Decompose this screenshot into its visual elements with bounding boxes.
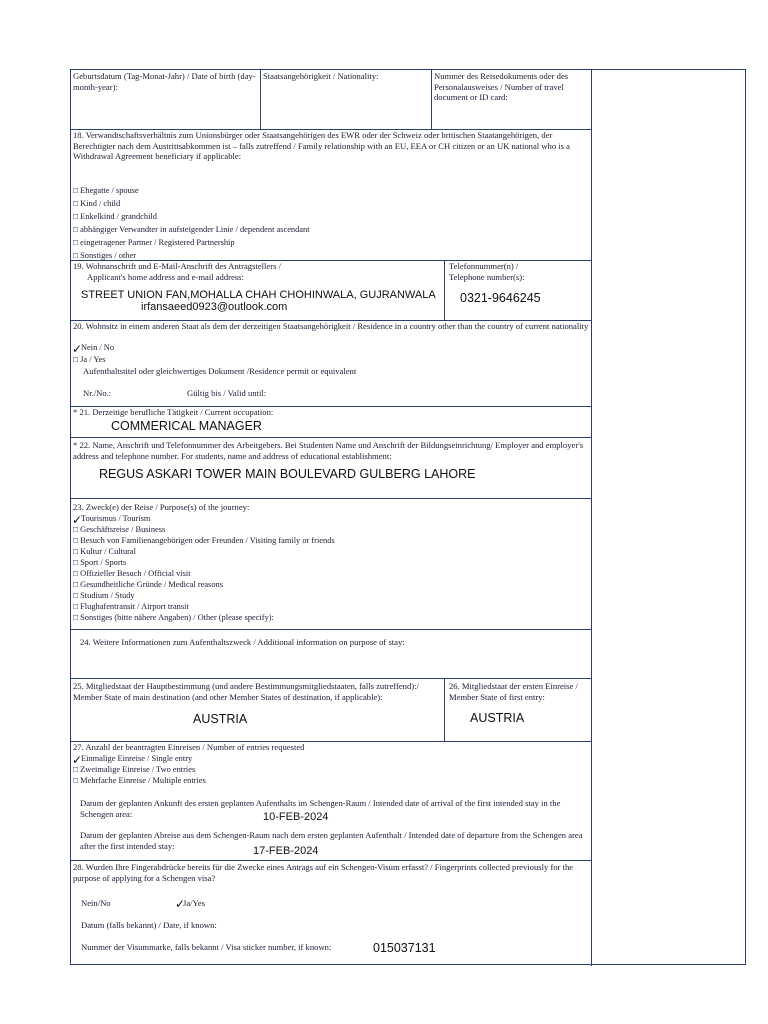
permit-number-label: Nr./No.:: [83, 388, 112, 398]
q23-option-visiting[interactable]: □ Besuch von Familienangehörigen oder Freunden / Visiting family or friends: [73, 536, 335, 545]
q19-label-de: 19. Wohnanschrift und E-Mail-Anschrift des Antragstellers /: [73, 261, 281, 271]
row-separator: [71, 678, 591, 679]
q20-label: 20. Wohnsitz in einem anderen Staat als dem der derzeitigen Staatsangehörigkeit / Residence in a country other than the country of current nationality: [73, 321, 589, 331]
column-divider: [591, 70, 592, 966]
permit-valid-until-label: Gültig bis / Valid until:: [187, 388, 267, 398]
q23-option-other[interactable]: □ Sonstiges (bitte nähere Angaben) / Other (please specify):: [73, 613, 274, 622]
visa-sticker-label: Nummer der Visummarke, falls bekannt / Visa sticker number, if known:: [81, 942, 332, 952]
q18-option-spouse[interactable]: □ Ehegatte / spouse: [73, 186, 139, 195]
q23-option-sports[interactable]: □ Sport / Sports: [73, 558, 127, 567]
q23-option-study[interactable]: □ Studium / Study: [73, 591, 135, 600]
q25-label: 25. Mitgliedstaat der Hauptbestimmung (und andere Bestimmungsmitgliedstaaten, falls zutreffend):/ Member State of main destination (and other Member States of destination, if applicable):: [73, 681, 419, 702]
divider: [444, 260, 445, 320]
row-separator: [71, 860, 591, 861]
divider: [431, 70, 432, 129]
checkmark-icon: ✓: [72, 513, 83, 527]
travel-doc-number-label: Nummer des Reisedokuments oder des Personalausweises / Number of travel document or ID card:: [434, 71, 569, 103]
q20-option-yes[interactable]: □ Ja / Yes: [73, 355, 106, 364]
q22-label: * 22. Name, Anschrift und Telefonnummer des Arbeitgebers. Bei Studenten Name und Anschrift der Bildungseinrichtung/ Employer and employer's address and telephone number. For students, name and address of educational establishment:: [73, 440, 584, 461]
q23-option-tourism[interactable]: Tourismus / Tourism: [81, 514, 151, 523]
q19-label-en: Applicant's home address and e-mail address:: [87, 272, 244, 282]
q28-label: 28. Wurden Ihre Fingerabdrücke bereits für die Zwecke eines Antrags auf ein Schengen-Visum erfasst? / Fingerprints collected previously for the purpose of applying for a Schengen visa?: [73, 862, 574, 883]
fingerprint-date-label: Datum (falls bekannt) / Date, if known:: [81, 920, 217, 930]
q24-label: 24. Weitere Informationen zum Aufenthaltszweck / Additional information on purpose of stay:: [80, 637, 405, 647]
arrival-date-label: Datum der geplanten Ankunft des ersten geplanten Aufenthalts im Schengen-Raum / Intended date of arrival of the first intended stay in the Schengen area:: [80, 798, 561, 819]
q23-option-business[interactable]: □ Geschäftsreise / Business: [73, 525, 166, 534]
q23-option-cultural[interactable]: □ Kultur / Cultural: [73, 547, 136, 556]
divider: [444, 678, 445, 741]
departure-date-label: Datum der geplanten Abreise aus dem Schengen-Raum nach dem ersten geplanten Aufenthalt / Intended date of departure from the Schengen area after the first intended stay:: [80, 830, 583, 851]
q21-label: * 21. Derzeitige berufliche Tätigkeit / Current occupation:: [73, 407, 274, 417]
visa-sticker-value[interactable]: 015037131: [373, 941, 436, 955]
q18-label: 18. Verwandtschaftsverhältnis zum Unionsbürger oder Staatsangehörigen des EWR oder der Schweiz oder britischen Staatangehörigen, der Berechtigter nach dem Austrittsabkommen ist – falls zutreffend / Family relationship with an EU, EEA or CH citizen or an UK national who is a Withdrawal Agreement beneficiary if applicable:: [73, 130, 570, 162]
q23-option-official[interactable]: □ Offizieller Besuch / Official visit: [73, 569, 191, 578]
q23-option-medical[interactable]: □ Gesundheitliche Gründe / Medical reasons: [73, 580, 223, 589]
email-value[interactable]: irfansaeed0923@outlook.com: [141, 301, 288, 313]
q26-label: 26. Mitgliedstaat der ersten Einreise / Member State of first entry:: [449, 681, 578, 702]
fingerprints-no-option[interactable]: Nein/No: [81, 898, 111, 908]
row-separator: [71, 437, 591, 438]
checkmark-icon: ✓: [72, 342, 83, 356]
departure-date-value[interactable]: 17-FEB-2024: [253, 845, 319, 857]
phone-label-en: Telephone number(s):: [449, 272, 525, 282]
q20-option-no[interactable]: Nein / No: [81, 343, 115, 352]
fingerprints-yes-option[interactable]: Ja/Yes: [183, 898, 206, 908]
q27-option-multiple[interactable]: □ Mehrfache Einreise / Multiple entries: [73, 776, 206, 785]
nationality-label: Staatsangehörigkeit / Nationality:: [263, 71, 379, 81]
q27-label: 27. Anzahl der beantragten Einreisen / Number of entries requested: [73, 742, 305, 752]
q18-option-other[interactable]: □ Sonstiges / other: [73, 251, 136, 260]
q18-option-grandchild[interactable]: □ Enkelkind / grandchild: [73, 212, 157, 221]
q18-option-ascendant[interactable]: □ abhängiger Verwandter in aufsteigender Linie / dependent ascendant: [73, 225, 310, 234]
main-destination-value[interactable]: AUSTRIA: [193, 712, 248, 726]
employer-value[interactable]: REGUS ASKARI TOWER MAIN BOULEVARD GULBERG LAHORE: [99, 467, 476, 481]
q23-option-transit[interactable]: □ Flughafentransit / Airport transit: [73, 602, 189, 611]
phone-value[interactable]: 0321-9646245: [460, 291, 541, 305]
q23-label: 23. Zweck(e) der Reise / Purpose(s) of the journey:: [73, 502, 250, 512]
checkmark-icon: ✓: [72, 753, 83, 767]
first-entry-value[interactable]: AUSTRIA: [470, 711, 525, 725]
divider: [260, 70, 261, 129]
occupation-value[interactable]: COMMERICAL MANAGER: [111, 419, 262, 433]
q18-option-child[interactable]: □ Kind / child: [73, 199, 121, 208]
q27-option-single[interactable]: Einmalige Einreise / Single entry: [81, 754, 193, 763]
dob-label: Geburtsdatum (Tag-Monat-Jahr) / Date of birth (day-month-year):: [73, 71, 256, 92]
arrival-date-value[interactable]: 10-FEB-2024: [263, 811, 329, 823]
residence-permit-label: Aufenthaltstitel oder gleichwertiges Dokument /Residence permit or equivalent: [83, 366, 357, 376]
row-separator: [71, 498, 591, 499]
row-separator: [71, 629, 591, 630]
q18-option-partner[interactable]: □ eingetragener Partner / Registered Partnership: [73, 238, 235, 247]
home-address-value[interactable]: STREET UNION FAN,MOHALLA CHAH CHOHINWALA, GUJRANWALA: [81, 289, 436, 301]
checkmark-icon: ✓: [175, 897, 186, 911]
application-form: [70, 69, 746, 965]
q27-option-two[interactable]: □ Zweimalige Einreise / Two entries: [73, 765, 196, 774]
phone-label-de: Telefonnummer(n) /: [449, 261, 519, 271]
